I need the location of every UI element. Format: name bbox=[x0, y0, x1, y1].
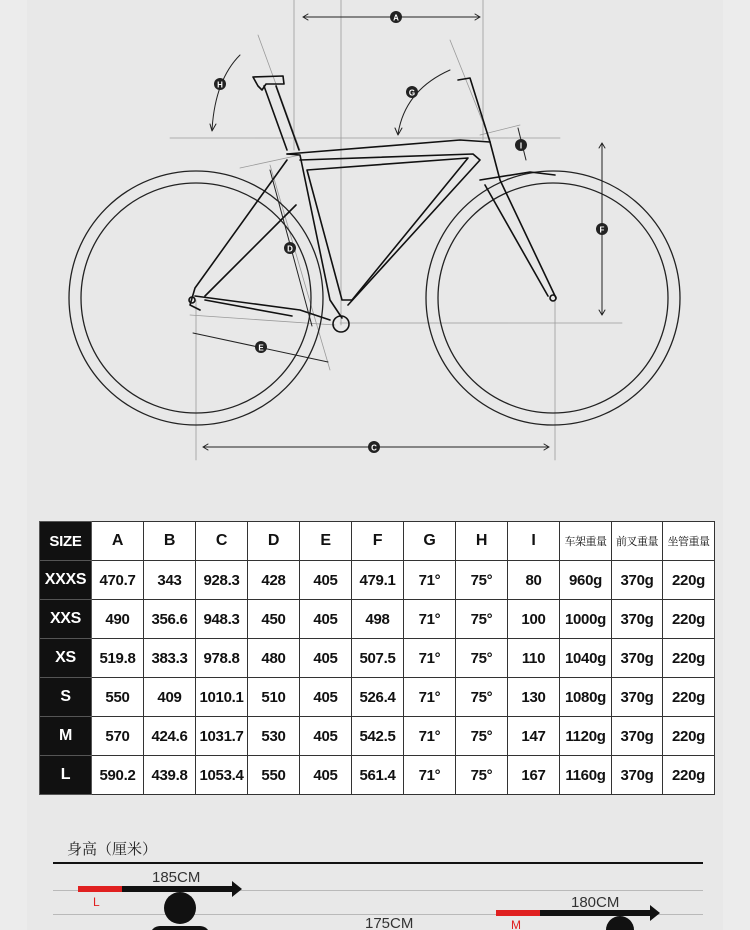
size-bar-red bbox=[78, 886, 122, 892]
table-row bbox=[40, 756, 715, 795]
value-cell: 550 bbox=[248, 756, 300, 795]
header-cell: G bbox=[404, 522, 456, 561]
value-cell: 167 bbox=[508, 756, 560, 795]
svg-text:F: F bbox=[599, 225, 605, 235]
value-cell: 71° bbox=[404, 678, 456, 717]
value-cell: 220g bbox=[663, 639, 715, 678]
value-cell: 510 bbox=[248, 678, 300, 717]
reference-lines bbox=[170, 0, 622, 460]
header-cell: A bbox=[92, 522, 144, 561]
size-cell: M bbox=[40, 717, 92, 756]
value-cell: 110 bbox=[508, 639, 560, 678]
value-cell: 498 bbox=[352, 600, 404, 639]
value-cell: 1160g bbox=[560, 756, 612, 795]
height-bar-l bbox=[78, 886, 238, 892]
value-cell: 507.5 bbox=[352, 639, 404, 678]
svg-text:G: G bbox=[408, 88, 416, 98]
height-label-175: 175CM bbox=[365, 915, 414, 930]
value-cell: 75° bbox=[456, 600, 508, 639]
rider-body-icon bbox=[150, 926, 210, 930]
header-cell: H bbox=[456, 522, 508, 561]
svg-text:D: D bbox=[287, 244, 293, 254]
value-cell: 424.6 bbox=[144, 717, 196, 756]
header-cell: 前叉重量 bbox=[612, 522, 663, 561]
header-cell: 坐管重量 bbox=[663, 522, 715, 561]
value-cell: 450 bbox=[248, 600, 300, 639]
value-cell: 220g bbox=[663, 561, 715, 600]
svg-text:A: A bbox=[393, 13, 399, 23]
value-cell: 405 bbox=[300, 717, 352, 756]
size-cell: XS bbox=[40, 639, 92, 678]
table-row bbox=[40, 678, 715, 717]
header-cell: C bbox=[196, 522, 248, 561]
size-cell: XXS bbox=[40, 600, 92, 639]
value-cell: 220g bbox=[663, 717, 715, 756]
table-row bbox=[40, 639, 715, 678]
value-cell: 428 bbox=[248, 561, 300, 600]
value-cell: 439.8 bbox=[144, 756, 196, 795]
dimension-label-B bbox=[368, 441, 380, 453]
value-cell: 570 bbox=[92, 717, 144, 756]
table-row bbox=[40, 717, 715, 756]
arrow-head-icon bbox=[232, 881, 242, 897]
header-cell: B bbox=[144, 522, 196, 561]
arrow-head-icon bbox=[650, 905, 660, 921]
dimension-label-F bbox=[596, 223, 608, 235]
value-cell: 405 bbox=[300, 678, 352, 717]
height-label-185: 185CM bbox=[152, 869, 201, 886]
value-cell: 409 bbox=[144, 678, 196, 717]
value-cell: 220g bbox=[663, 600, 715, 639]
svg-text:E: E bbox=[258, 343, 264, 353]
value-cell: 479.1 bbox=[352, 561, 404, 600]
value-cell: 405 bbox=[300, 561, 352, 600]
value-cell: 928.3 bbox=[196, 561, 248, 600]
value-cell: 490 bbox=[92, 600, 144, 639]
height-section-title: 身高（厘米） bbox=[67, 840, 158, 858]
frame bbox=[189, 76, 556, 332]
value-cell: 526.4 bbox=[352, 678, 404, 717]
value-cell: 1053.4 bbox=[196, 756, 248, 795]
value-cell: 370g bbox=[612, 678, 663, 717]
value-cell: 383.3 bbox=[144, 639, 196, 678]
header-cell: F bbox=[352, 522, 404, 561]
header-cell: D bbox=[248, 522, 300, 561]
value-cell: 71° bbox=[404, 561, 456, 600]
value-cell: 71° bbox=[404, 600, 456, 639]
value-cell: 978.8 bbox=[196, 639, 248, 678]
value-cell: 370g bbox=[612, 600, 663, 639]
svg-text:I: I bbox=[519, 141, 523, 151]
value-cell: 480 bbox=[248, 639, 300, 678]
dimension-label-G bbox=[406, 86, 418, 98]
value-cell: 80 bbox=[508, 561, 560, 600]
value-cell: 147 bbox=[508, 717, 560, 756]
dimension-label-A bbox=[390, 11, 402, 23]
value-cell: 370g bbox=[612, 717, 663, 756]
value-cell: 1040g bbox=[560, 639, 612, 678]
value-cell: 542.5 bbox=[352, 717, 404, 756]
value-cell: 343 bbox=[144, 561, 196, 600]
value-cell: 75° bbox=[456, 717, 508, 756]
size-cell: XXXS bbox=[40, 561, 92, 600]
rider-head-icon bbox=[164, 892, 196, 924]
value-cell: 75° bbox=[456, 561, 508, 600]
header-cell: E bbox=[300, 522, 352, 561]
value-cell: 370g bbox=[612, 639, 663, 678]
size-bar-red bbox=[496, 910, 540, 916]
value-cell: 370g bbox=[612, 756, 663, 795]
front-wheel bbox=[426, 171, 680, 425]
svg-text:C: C bbox=[371, 443, 377, 453]
table-row bbox=[40, 561, 715, 600]
value-cell: 590.2 bbox=[92, 756, 144, 795]
value-cell: 220g bbox=[663, 678, 715, 717]
value-cell: 220g bbox=[663, 756, 715, 795]
table-row bbox=[40, 600, 715, 639]
height-section-divider bbox=[53, 862, 703, 864]
value-cell: 130 bbox=[508, 678, 560, 717]
value-cell: 75° bbox=[456, 639, 508, 678]
value-cell: 561.4 bbox=[352, 756, 404, 795]
value-cell: 1010.1 bbox=[196, 678, 248, 717]
value-cell: 100 bbox=[508, 600, 560, 639]
size-letter-m: M bbox=[511, 918, 521, 930]
size-cell: S bbox=[40, 678, 92, 717]
value-cell: 1031.7 bbox=[196, 717, 248, 756]
value-cell: 405 bbox=[300, 756, 352, 795]
value-cell: 370g bbox=[612, 561, 663, 600]
header-cell: I bbox=[508, 522, 560, 561]
value-cell: 71° bbox=[404, 639, 456, 678]
value-cell: 71° bbox=[404, 756, 456, 795]
value-cell: 356.6 bbox=[144, 600, 196, 639]
value-cell: 550 bbox=[92, 678, 144, 717]
dimension-label-I bbox=[515, 139, 527, 151]
value-cell: 75° bbox=[456, 756, 508, 795]
size-letter-l: L bbox=[93, 895, 100, 909]
value-cell: 530 bbox=[248, 717, 300, 756]
value-cell: 948.3 bbox=[196, 600, 248, 639]
dimension-label-D bbox=[284, 242, 296, 254]
geometry-table bbox=[39, 521, 715, 795]
value-cell: 1120g bbox=[560, 717, 612, 756]
value-cell: 960g bbox=[560, 561, 612, 600]
header-size: SIZE bbox=[40, 522, 92, 561]
table-header-row bbox=[40, 522, 715, 561]
dimension-label-H bbox=[214, 78, 226, 90]
value-cell: 405 bbox=[300, 639, 352, 678]
header-cell: 车架重量 bbox=[560, 522, 612, 561]
value-cell: 1000g bbox=[560, 600, 612, 639]
value-cell: 71° bbox=[404, 717, 456, 756]
value-cell: 75° bbox=[456, 678, 508, 717]
svg-text:H: H bbox=[217, 80, 223, 90]
value-cell: 405 bbox=[300, 600, 352, 639]
size-cell: L bbox=[40, 756, 92, 795]
value-cell: 470.7 bbox=[92, 561, 144, 600]
value-cell: 1080g bbox=[560, 678, 612, 717]
dimension-label-E bbox=[255, 341, 267, 353]
height-label-180: 180CM bbox=[571, 894, 620, 911]
value-cell: 519.8 bbox=[92, 639, 144, 678]
